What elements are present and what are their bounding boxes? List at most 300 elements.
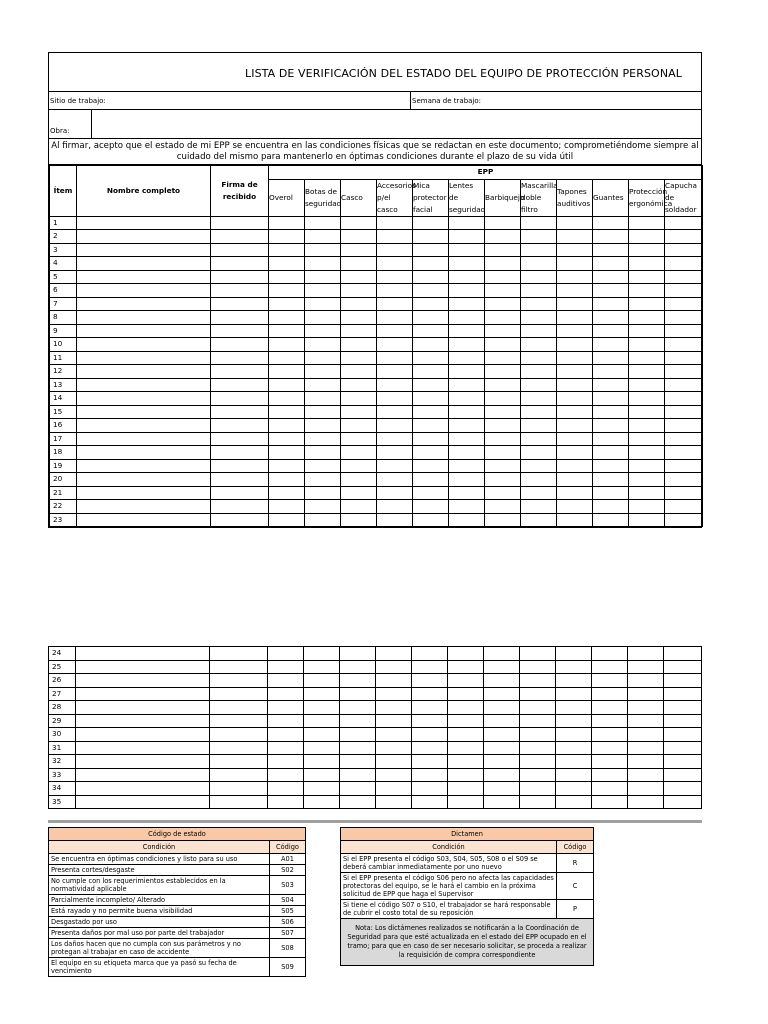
table-cell[interactable] [77, 297, 211, 311]
table-cell[interactable] [305, 405, 341, 419]
table-cell[interactable] [521, 216, 557, 230]
table-cell[interactable] [376, 674, 412, 688]
table-cell[interactable] [449, 338, 485, 352]
table-cell[interactable] [448, 795, 484, 809]
table-cell[interactable] [593, 351, 629, 365]
table-cell[interactable] [377, 365, 413, 379]
table-cell[interactable] [557, 230, 593, 244]
table-cell[interactable] [521, 419, 557, 433]
table-cell[interactable] [485, 257, 521, 271]
table-cell[interactable] [629, 284, 665, 298]
table-cell[interactable] [628, 728, 664, 742]
table-cell[interactable] [593, 365, 629, 379]
table-cell[interactable] [341, 324, 377, 338]
table-cell[interactable] [210, 741, 268, 755]
table-cell[interactable] [664, 687, 702, 701]
table-cell[interactable] [521, 297, 557, 311]
table-cell[interactable] [377, 324, 413, 338]
table-cell[interactable] [211, 378, 269, 392]
table-cell[interactable] [413, 392, 449, 406]
table-cell[interactable] [269, 486, 305, 500]
table-cell[interactable] [340, 674, 376, 688]
table-cell[interactable] [448, 741, 484, 755]
table-cell[interactable] [305, 432, 341, 446]
table-cell[interactable] [593, 257, 629, 271]
table-cell[interactable] [484, 701, 520, 715]
table-cell[interactable] [211, 216, 269, 230]
table-cell[interactable] [77, 392, 211, 406]
table-cell[interactable] [304, 687, 340, 701]
table-cell[interactable] [629, 405, 665, 419]
table-cell[interactable] [628, 660, 664, 674]
table-cell[interactable] [484, 687, 520, 701]
table-cell[interactable] [593, 486, 629, 500]
table-cell[interactable] [557, 243, 593, 257]
table-cell[interactable] [341, 257, 377, 271]
table-cell[interactable] [376, 701, 412, 715]
table-cell[interactable] [76, 701, 210, 715]
table-cell[interactable] [376, 647, 412, 661]
table-cell[interactable] [593, 230, 629, 244]
table-cell[interactable] [449, 297, 485, 311]
table-cell[interactable] [305, 311, 341, 325]
table-cell[interactable] [304, 701, 340, 715]
table-cell[interactable] [377, 297, 413, 311]
table-cell[interactable] [269, 378, 305, 392]
table-cell[interactable] [629, 432, 665, 446]
table-cell[interactable] [77, 405, 211, 419]
table-cell[interactable] [592, 714, 628, 728]
table-cell[interactable] [305, 243, 341, 257]
table-cell[interactable] [628, 782, 664, 796]
table-cell[interactable] [341, 338, 377, 352]
table-cell[interactable] [629, 230, 665, 244]
table-cell[interactable] [412, 728, 448, 742]
table-cell[interactable] [211, 392, 269, 406]
table-cell[interactable] [305, 513, 341, 527]
table-cell[interactable] [268, 728, 304, 742]
table-cell[interactable] [412, 674, 448, 688]
table-cell[interactable] [377, 432, 413, 446]
table-cell[interactable] [520, 687, 556, 701]
table-cell[interactable] [556, 728, 592, 742]
table-cell[interactable] [268, 795, 304, 809]
table-cell[interactable] [377, 486, 413, 500]
table-cell[interactable] [484, 647, 520, 661]
table-cell[interactable] [484, 674, 520, 688]
table-cell[interactable] [413, 446, 449, 460]
table-cell[interactable] [305, 230, 341, 244]
table-cell[interactable] [377, 459, 413, 473]
table-cell[interactable] [664, 741, 702, 755]
table-cell[interactable] [211, 365, 269, 379]
table-cell[interactable] [377, 216, 413, 230]
table-cell[interactable] [521, 230, 557, 244]
table-cell[interactable] [664, 674, 702, 688]
table-cell[interactable] [413, 419, 449, 433]
table-cell[interactable] [305, 270, 341, 284]
table-cell[interactable] [341, 311, 377, 325]
table-cell[interactable] [629, 311, 665, 325]
table-cell[interactable] [665, 432, 703, 446]
table-cell[interactable] [413, 378, 449, 392]
table-cell[interactable] [520, 701, 556, 715]
table-cell[interactable] [305, 473, 341, 487]
table-cell[interactable] [269, 297, 305, 311]
table-cell[interactable] [557, 378, 593, 392]
table-cell[interactable] [268, 741, 304, 755]
table-cell[interactable] [520, 660, 556, 674]
table-cell[interactable] [269, 243, 305, 257]
table-cell[interactable] [557, 311, 593, 325]
table-cell[interactable] [211, 419, 269, 433]
table-cell[interactable] [485, 500, 521, 514]
table-cell[interactable] [449, 392, 485, 406]
table-cell[interactable] [448, 768, 484, 782]
table-cell[interactable] [210, 687, 268, 701]
table-cell[interactable] [629, 513, 665, 527]
table-cell[interactable] [341, 297, 377, 311]
table-cell[interactable] [304, 660, 340, 674]
table-cell[interactable] [211, 486, 269, 500]
table-cell[interactable] [449, 500, 485, 514]
table-cell[interactable] [557, 486, 593, 500]
table-cell[interactable] [413, 459, 449, 473]
table-cell[interactable] [557, 351, 593, 365]
table-cell[interactable] [412, 795, 448, 809]
table-cell[interactable] [664, 768, 702, 782]
table-cell[interactable] [592, 687, 628, 701]
table-cell[interactable] [77, 486, 211, 500]
table-cell[interactable] [376, 795, 412, 809]
table-cell[interactable] [520, 714, 556, 728]
table-cell[interactable] [629, 257, 665, 271]
table-cell[interactable] [268, 782, 304, 796]
table-cell[interactable] [77, 216, 211, 230]
table-cell[interactable] [341, 351, 377, 365]
table-cell[interactable] [556, 674, 592, 688]
table-cell[interactable] [629, 473, 665, 487]
table-cell[interactable] [305, 486, 341, 500]
table-cell[interactable] [305, 446, 341, 460]
table-cell[interactable] [449, 270, 485, 284]
table-cell[interactable] [557, 513, 593, 527]
table-cell[interactable] [485, 284, 521, 298]
table-cell[interactable] [413, 324, 449, 338]
table-cell[interactable] [664, 795, 702, 809]
table-cell[interactable] [628, 795, 664, 809]
table-cell[interactable] [593, 500, 629, 514]
table-cell[interactable] [269, 324, 305, 338]
table-cell[interactable] [211, 446, 269, 460]
table-cell[interactable] [485, 324, 521, 338]
table-cell[interactable] [556, 687, 592, 701]
table-cell[interactable] [449, 459, 485, 473]
table-cell[interactable] [448, 687, 484, 701]
table-cell[interactable] [269, 446, 305, 460]
table-cell[interactable] [341, 419, 377, 433]
table-cell[interactable] [413, 230, 449, 244]
table-cell[interactable] [485, 446, 521, 460]
table-cell[interactable] [592, 795, 628, 809]
table-cell[interactable] [211, 405, 269, 419]
table-cell[interactable] [485, 513, 521, 527]
table-cell[interactable] [377, 378, 413, 392]
table-cell[interactable] [377, 311, 413, 325]
table-cell[interactable] [76, 687, 210, 701]
table-cell[interactable] [556, 755, 592, 769]
table-cell[interactable] [340, 728, 376, 742]
table-cell[interactable] [77, 230, 211, 244]
table-cell[interactable] [305, 324, 341, 338]
table-cell[interactable] [269, 351, 305, 365]
table-cell[interactable] [593, 419, 629, 433]
table-cell[interactable] [557, 284, 593, 298]
table-cell[interactable] [413, 257, 449, 271]
table-cell[interactable] [77, 432, 211, 446]
table-cell[interactable] [77, 324, 211, 338]
table-cell[interactable] [211, 270, 269, 284]
table-cell[interactable] [484, 714, 520, 728]
table-cell[interactable] [628, 768, 664, 782]
table-cell[interactable] [269, 284, 305, 298]
table-cell[interactable] [413, 243, 449, 257]
table-cell[interactable] [304, 728, 340, 742]
table-cell[interactable] [268, 768, 304, 782]
table-cell[interactable] [485, 392, 521, 406]
table-cell[interactable] [593, 243, 629, 257]
table-cell[interactable] [340, 741, 376, 755]
table-cell[interactable] [341, 513, 377, 527]
table-cell[interactable] [448, 660, 484, 674]
table-cell[interactable] [210, 701, 268, 715]
table-cell[interactable] [377, 230, 413, 244]
table-cell[interactable] [211, 459, 269, 473]
table-cell[interactable] [557, 405, 593, 419]
table-cell[interactable] [665, 378, 703, 392]
table-cell[interactable] [269, 432, 305, 446]
table-cell[interactable] [484, 782, 520, 796]
table-cell[interactable] [484, 660, 520, 674]
table-cell[interactable] [413, 473, 449, 487]
table-cell[interactable] [413, 365, 449, 379]
table-cell[interactable] [592, 647, 628, 661]
table-cell[interactable] [629, 392, 665, 406]
table-cell[interactable] [449, 324, 485, 338]
table-cell[interactable] [592, 755, 628, 769]
table-cell[interactable] [377, 284, 413, 298]
table-cell[interactable] [593, 405, 629, 419]
table-cell[interactable] [665, 405, 703, 419]
table-cell[interactable] [449, 419, 485, 433]
table-cell[interactable] [449, 243, 485, 257]
table-cell[interactable] [629, 216, 665, 230]
table-cell[interactable] [629, 270, 665, 284]
table-cell[interactable] [449, 432, 485, 446]
table-cell[interactable] [77, 500, 211, 514]
table-cell[interactable] [377, 513, 413, 527]
table-cell[interactable] [210, 728, 268, 742]
table-cell[interactable] [268, 714, 304, 728]
table-cell[interactable] [664, 647, 702, 661]
table-cell[interactable] [340, 782, 376, 796]
table-cell[interactable] [521, 486, 557, 500]
table-cell[interactable] [210, 795, 268, 809]
table-cell[interactable] [628, 741, 664, 755]
table-cell[interactable] [629, 446, 665, 460]
table-cell[interactable] [449, 405, 485, 419]
table-cell[interactable] [520, 728, 556, 742]
table-cell[interactable] [412, 647, 448, 661]
table-cell[interactable] [485, 365, 521, 379]
table-cell[interactable] [448, 714, 484, 728]
table-cell[interactable] [340, 714, 376, 728]
table-cell[interactable] [665, 486, 703, 500]
table-cell[interactable] [269, 419, 305, 433]
table-cell[interactable] [556, 647, 592, 661]
table-cell[interactable] [341, 459, 377, 473]
table-cell[interactable] [665, 230, 703, 244]
table-cell[interactable] [556, 701, 592, 715]
table-cell[interactable] [593, 459, 629, 473]
table-cell[interactable] [341, 243, 377, 257]
table-cell[interactable] [521, 432, 557, 446]
table-cell[interactable] [377, 338, 413, 352]
table-cell[interactable] [377, 392, 413, 406]
table-cell[interactable] [449, 486, 485, 500]
table-cell[interactable] [629, 297, 665, 311]
table-cell[interactable] [485, 243, 521, 257]
table-cell[interactable] [593, 338, 629, 352]
table-cell[interactable] [557, 324, 593, 338]
table-cell[interactable] [449, 216, 485, 230]
table-cell[interactable] [593, 473, 629, 487]
table-cell[interactable] [341, 216, 377, 230]
table-cell[interactable] [377, 473, 413, 487]
table-cell[interactable] [77, 365, 211, 379]
table-cell[interactable] [269, 338, 305, 352]
table-cell[interactable] [76, 714, 210, 728]
table-cell[interactable] [76, 741, 210, 755]
table-cell[interactable] [268, 755, 304, 769]
table-cell[interactable] [211, 432, 269, 446]
table-cell[interactable] [665, 324, 703, 338]
table-cell[interactable] [593, 446, 629, 460]
table-cell[interactable] [377, 351, 413, 365]
table-cell[interactable] [557, 392, 593, 406]
table-cell[interactable] [304, 674, 340, 688]
table-cell[interactable] [269, 405, 305, 419]
table-cell[interactable] [556, 714, 592, 728]
table-cell[interactable] [377, 446, 413, 460]
table-cell[interactable] [340, 755, 376, 769]
table-cell[interactable] [557, 257, 593, 271]
table-cell[interactable] [556, 795, 592, 809]
table-cell[interactable] [76, 795, 210, 809]
table-cell[interactable] [77, 378, 211, 392]
table-cell[interactable] [304, 782, 340, 796]
table-cell[interactable] [557, 365, 593, 379]
table-cell[interactable] [305, 338, 341, 352]
table-cell[interactable] [593, 432, 629, 446]
table-cell[interactable] [665, 270, 703, 284]
table-cell[interactable] [557, 270, 593, 284]
table-cell[interactable] [305, 351, 341, 365]
table-cell[interactable] [520, 782, 556, 796]
table-cell[interactable] [412, 687, 448, 701]
table-cell[interactable] [341, 392, 377, 406]
table-cell[interactable] [305, 216, 341, 230]
table-cell[interactable] [412, 714, 448, 728]
table-cell[interactable] [341, 378, 377, 392]
table-cell[interactable] [665, 419, 703, 433]
table-cell[interactable] [592, 768, 628, 782]
table-cell[interactable] [341, 500, 377, 514]
table-cell[interactable] [665, 473, 703, 487]
table-cell[interactable] [211, 243, 269, 257]
table-cell[interactable] [304, 741, 340, 755]
table-cell[interactable] [520, 674, 556, 688]
table-cell[interactable] [449, 284, 485, 298]
table-cell[interactable] [449, 513, 485, 527]
table-cell[interactable] [340, 701, 376, 715]
table-cell[interactable] [377, 405, 413, 419]
table-cell[interactable] [77, 338, 211, 352]
table-cell[interactable] [556, 741, 592, 755]
table-cell[interactable] [377, 500, 413, 514]
table-cell[interactable] [412, 768, 448, 782]
table-cell[interactable] [521, 324, 557, 338]
table-cell[interactable] [211, 338, 269, 352]
table-cell[interactable] [448, 755, 484, 769]
table-cell[interactable] [520, 647, 556, 661]
table-cell[interactable] [305, 392, 341, 406]
table-cell[interactable] [521, 365, 557, 379]
table-cell[interactable] [305, 297, 341, 311]
table-cell[interactable] [665, 392, 703, 406]
table-cell[interactable] [268, 647, 304, 661]
table-cell[interactable] [210, 782, 268, 796]
table-cell[interactable] [304, 714, 340, 728]
table-cell[interactable] [269, 230, 305, 244]
table-cell[interactable] [211, 500, 269, 514]
table-cell[interactable] [593, 216, 629, 230]
table-cell[interactable] [592, 741, 628, 755]
table-cell[interactable] [340, 687, 376, 701]
table-cell[interactable] [413, 405, 449, 419]
table-cell[interactable] [305, 500, 341, 514]
table-cell[interactable] [76, 755, 210, 769]
table-cell[interactable] [341, 284, 377, 298]
table-cell[interactable] [664, 755, 702, 769]
table-cell[interactable] [211, 230, 269, 244]
table-cell[interactable] [556, 660, 592, 674]
table-cell[interactable] [341, 446, 377, 460]
table-cell[interactable] [593, 378, 629, 392]
table-cell[interactable] [593, 324, 629, 338]
table-cell[interactable] [413, 338, 449, 352]
table-cell[interactable] [665, 500, 703, 514]
table-cell[interactable] [341, 486, 377, 500]
table-cell[interactable] [341, 365, 377, 379]
table-cell[interactable] [76, 674, 210, 688]
table-cell[interactable] [269, 270, 305, 284]
table-cell[interactable] [413, 311, 449, 325]
table-cell[interactable] [521, 284, 557, 298]
table-cell[interactable] [485, 311, 521, 325]
table-cell[interactable] [449, 446, 485, 460]
table-cell[interactable] [340, 660, 376, 674]
